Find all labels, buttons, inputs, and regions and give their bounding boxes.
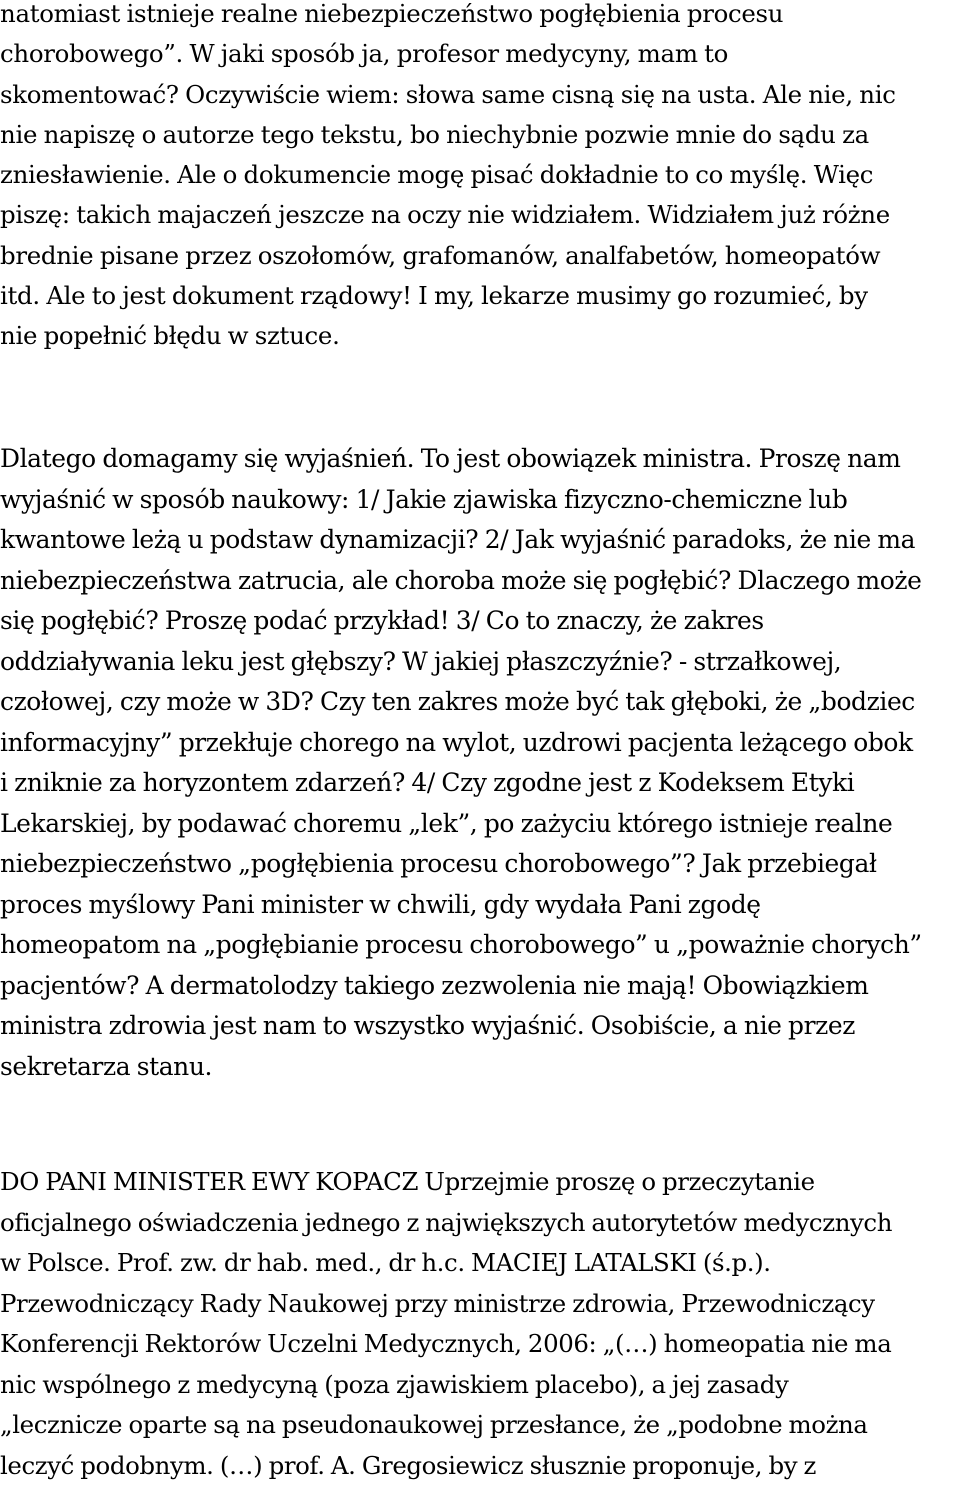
text-line: się pogłębić? Proszę podać przykład! 3/ Co to znaczy, że zakres bbox=[0, 601, 960, 642]
text-line: ministra zdrowia jest nam to wszystko wyjaśnić. Osobiście, a nie przez bbox=[0, 1006, 960, 1047]
text-line: Dlatego domagamy się wyjaśnień. To jest obowiązek ministra. Proszę nam bbox=[0, 439, 960, 480]
text-line: natomiast istnieje realne niebezpieczeństwo pogłębienia procesu bbox=[0, 0, 960, 34]
text-line: i zniknie za horyzontem zdarzeń? 4/ Czy zgodne jest z Kodeksem Etyki bbox=[0, 763, 960, 804]
text-line: nie popełnić błędu w sztuce. bbox=[0, 316, 960, 356]
text-line: proces myślowy Pani minister w chwili, gdy wydała Pani zgodę bbox=[0, 885, 960, 926]
text-line: Konferencji Rektorów Uczelni Medycznych, 2006: „(…) homeopatia nie ma bbox=[0, 1324, 960, 1365]
text-line: Przewodniczący Rady Naukowej przy ministrze zdrowia, Przewodniczący bbox=[0, 1284, 960, 1325]
text-line: informacyjny” przekłuje chorego na wylot, uzdrowi pacjenta leżącego obok bbox=[0, 723, 960, 764]
text-line: oficjalnego oświadczenia jednego z największych autorytetów medycznych bbox=[0, 1203, 960, 1244]
text-line: itd. Ale to jest dokument rządowy! I my, lekarze musimy go rozumieć, by bbox=[0, 276, 960, 316]
paragraph-3 bbox=[0, 1162, 960, 1486]
paragraph-1 bbox=[0, 0, 960, 357]
text-line: chorobowego”. W jaki sposób ja, profesor medycyny, mam to bbox=[0, 34, 960, 74]
text-line: zniesławienie. Ale o dokumencie mogę pisać dokładnie to co myślę. Więc bbox=[0, 155, 960, 195]
text-line: Lekarskiej, by podawać choremu „lek”, po zażyciu którego istnieje realne bbox=[0, 804, 960, 845]
text-line: „lecznicze oparte są na pseudonaukowej przesłance, że „podobne można bbox=[0, 1405, 960, 1446]
text-line: wyjaśnić w sposób naukowy: 1/ Jakie zjawiska fizyczno-chemiczne lub bbox=[0, 480, 960, 521]
text-line: kwantowe leżą u podstaw dynamizacji? 2/ Jak wyjaśnić paradoks, że nie ma bbox=[0, 520, 960, 561]
text-line: pacjentów? A dermatolodzy takiego zezwolenia nie mają! Obowiązkiem bbox=[0, 966, 960, 1007]
text-line: homeopatom na „pogłębianie procesu chorobowego” u „poważnie chorych” bbox=[0, 925, 960, 966]
text-line: oddziaływania leku jest głębszy? W jakiej płaszczyźnie? - strzałkowej, bbox=[0, 642, 960, 683]
text-line: leczyć podobnym. (…) prof. A. Gregosiewicz słusznie proponuje, by z bbox=[0, 1446, 960, 1486]
text-line: czołowej, czy może w 3D? Czy ten zakres może być tak głęboki, że „bodziec bbox=[0, 682, 960, 723]
text-line: DO PANI MINISTER EWY KOPACZ Uprzejmie proszę o przeczytanie bbox=[0, 1162, 960, 1203]
text-line: piszę: takich majaczeń jeszcze na oczy nie widziałem. Widziałem już różne bbox=[0, 195, 960, 235]
text-line: w Polsce. Prof. zw. dr hab. med., dr h.c. MACIEJ LATALSKI (ś.p.). bbox=[0, 1243, 960, 1284]
text-line: sekretarza stanu. bbox=[0, 1047, 960, 1088]
text-line: brednie pisane przez oszołomów, grafomanów, analfabetów, homeopatów bbox=[0, 236, 960, 276]
text-line: nie napiszę o autorze tego tekstu, bo niechybnie pozwie mnie do sądu za bbox=[0, 115, 960, 155]
text-line: nic wspólnego z medycyną (poza zjawiskiem placebo), a jej zasady bbox=[0, 1365, 960, 1406]
text-line: niebezpieczeństwa zatrucia, ale choroba może się pogłębić? Dlaczego może bbox=[0, 561, 960, 602]
paragraph-2 bbox=[0, 439, 960, 1087]
text-line: skomentować? Oczywiście wiem: słowa same cisną się na usta. Ale nie, nic bbox=[0, 75, 960, 115]
text-line: niebezpieczeństwo „pogłębienia procesu chorobowego”? Jak przebiegał bbox=[0, 844, 960, 885]
